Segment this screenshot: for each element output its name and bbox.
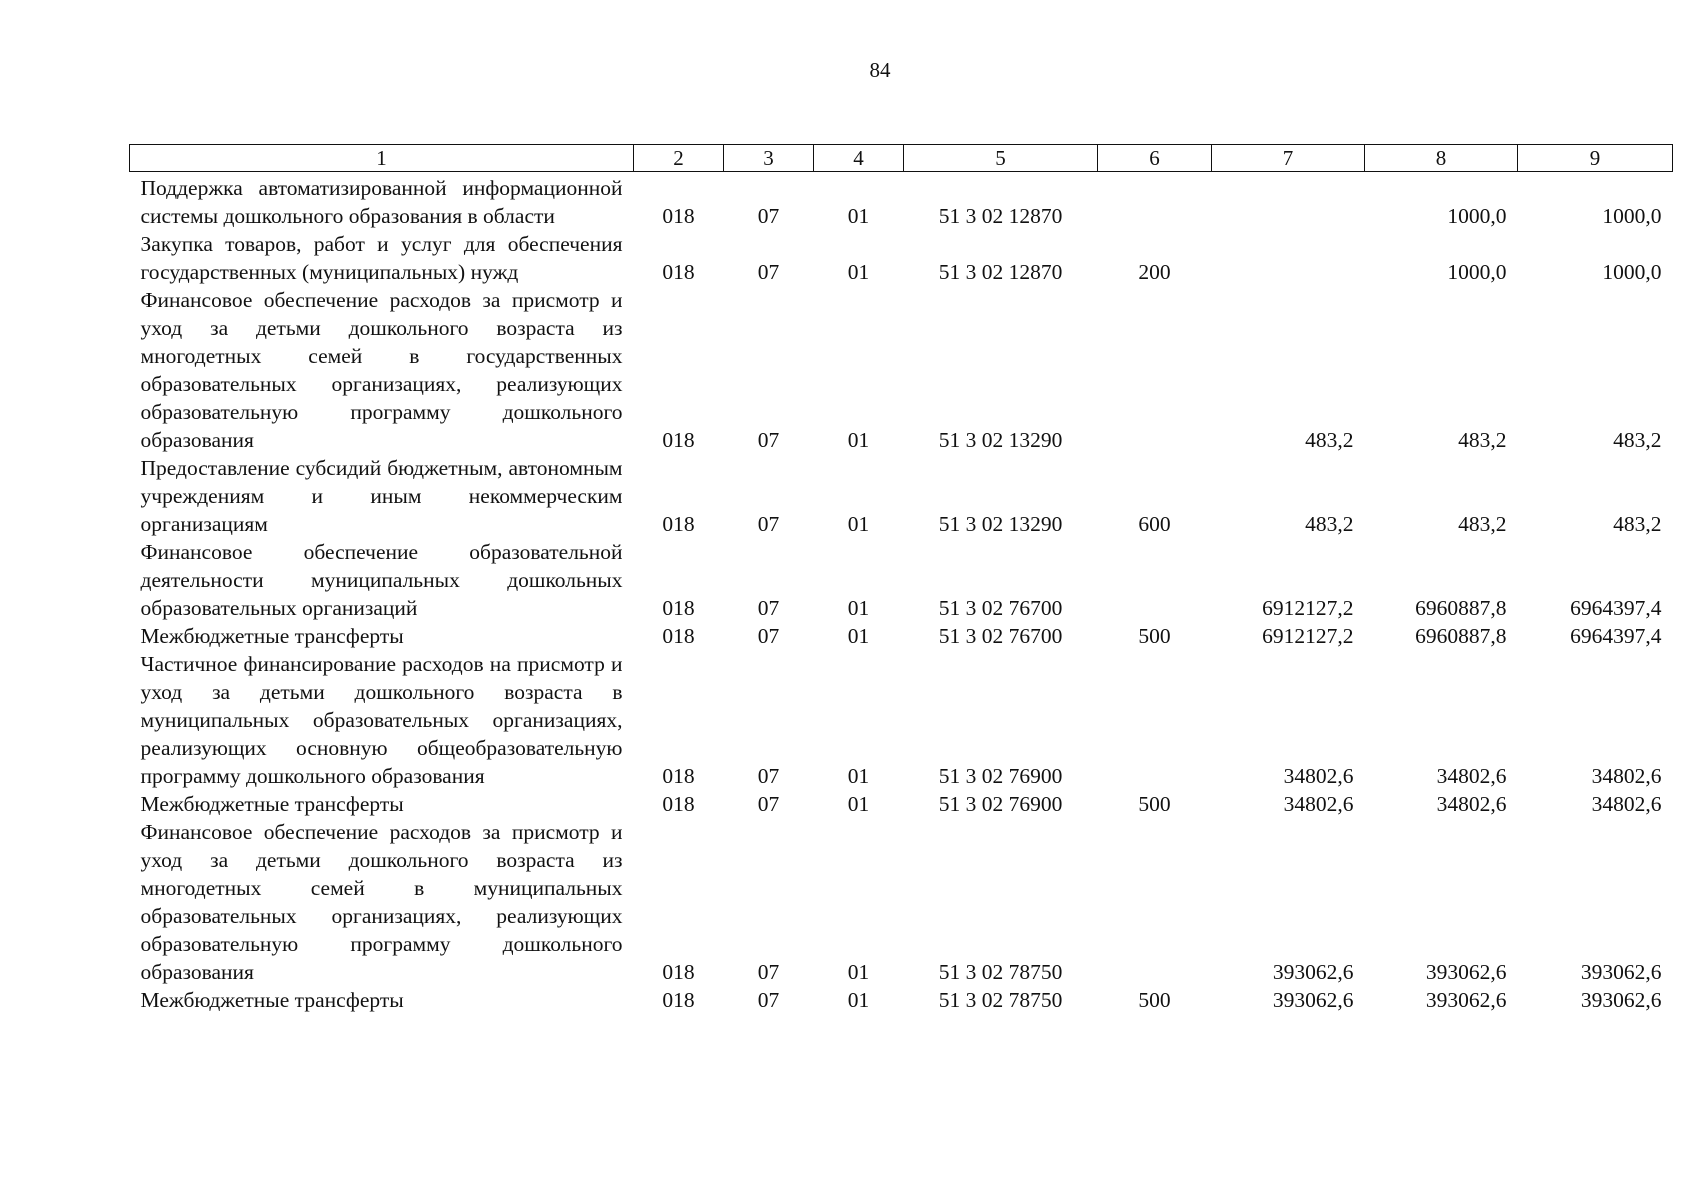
table-row <box>130 622 1673 650</box>
table-row <box>130 230 1673 286</box>
cell-col9: 483,2 <box>1613 428 1662 452</box>
cell-col6 <box>1098 172 1212 231</box>
cell-col5: 51 3 02 12870 <box>938 260 1063 284</box>
cell-col6: 600 <box>1138 512 1171 536</box>
cell-col5: 51 3 02 76900 <box>938 764 1063 788</box>
cell-col7 <box>1212 172 1365 231</box>
cell-col2: 018 <box>662 960 695 984</box>
cell-col8: 393062,6 <box>1425 988 1507 1012</box>
header-cell-4: 4 <box>814 145 904 172</box>
cell-col4: 01 <box>847 792 870 816</box>
header-cell-7: 7 <box>1212 145 1365 172</box>
cell-col7: 483,2 <box>1305 512 1354 536</box>
cell-col2: 018 <box>662 792 695 816</box>
cell-col5: 51 3 02 13290 <box>938 428 1063 452</box>
cell-col5: 51 3 02 13290 <box>938 512 1063 536</box>
row-name: Межбюджетные трансферты <box>140 792 404 816</box>
cell-col4: 01 <box>847 428 870 452</box>
cell-col9: 393062,6 <box>1580 988 1662 1012</box>
cell-col8: 6960887,8 <box>1415 624 1507 648</box>
header-cell-3: 3 <box>724 145 814 172</box>
cell-col3: 07 <box>757 960 780 984</box>
row-name: Закупка товаров, работ и услуг для обеспечения государственных (муниципальных) нужд <box>140 232 623 284</box>
cell-col7: 393062,6 <box>1272 960 1354 984</box>
cell-col3: 07 <box>757 596 780 620</box>
row-name: Финансовое обеспечение расходов за присмотр и уход за детьми дошкольного возраста из многодетных семей в государственных образовательных организациях, реализующих образовательную программу дошкольного образования <box>140 288 623 452</box>
cell-col8: 6960887,8 <box>1415 596 1507 620</box>
cell-col2: 018 <box>662 764 695 788</box>
header-cell-6: 6 <box>1098 145 1212 172</box>
cell-col8: 34802,6 <box>1436 792 1507 816</box>
cell-col7 <box>1212 230 1365 286</box>
row-name: Поддержка автоматизированной информационной системы дошкольного образования в области <box>140 176 623 228</box>
header-cell-2: 2 <box>634 145 724 172</box>
row-name: Финансовое обеспечение образовательной деятельности муниципальных дошкольных образовательных организаций <box>140 540 623 620</box>
table-row <box>130 818 1673 986</box>
cell-col9: 483,2 <box>1613 512 1662 536</box>
cell-col8: 1000,0 <box>1447 204 1507 228</box>
cell-col3: 07 <box>757 428 780 452</box>
row-name: Межбюджетные трансферты <box>140 988 404 1012</box>
table-row <box>130 172 1673 231</box>
cell-col5: 51 3 02 76700 <box>938 596 1063 620</box>
header-cell-1: 1 <box>130 145 634 172</box>
cell-col5: 51 3 02 78750 <box>938 988 1063 1012</box>
cell-col6 <box>1098 650 1212 790</box>
cell-col4: 01 <box>847 960 870 984</box>
cell-col5: 51 3 02 76900 <box>938 792 1063 816</box>
header-cell-8: 8 <box>1365 145 1518 172</box>
cell-col7: 34802,6 <box>1283 792 1354 816</box>
cell-col6: 500 <box>1138 624 1171 648</box>
cell-col6: 500 <box>1138 988 1171 1012</box>
cell-col9: 1000,0 <box>1602 260 1662 284</box>
cell-col6 <box>1098 286 1212 454</box>
cell-col6 <box>1098 818 1212 986</box>
cell-col2: 018 <box>662 988 695 1012</box>
cell-col4: 01 <box>847 260 870 284</box>
cell-col9: 6964397,4 <box>1570 596 1662 620</box>
header-cell-5: 5 <box>904 145 1098 172</box>
cell-col8: 483,2 <box>1458 428 1507 452</box>
cell-col4: 01 <box>847 624 870 648</box>
cell-col4: 01 <box>847 988 870 1012</box>
cell-col7: 6912127,2 <box>1262 624 1354 648</box>
row-name: Частичное финансирование расходов на присмотр и уход за детьми дошкольного возраста в муниципальных образовательных организациях, реализующих основную общеобразовательную программу дошкольного образования <box>140 652 623 788</box>
cell-col5: 51 3 02 78750 <box>938 960 1063 984</box>
cell-col5: 51 3 02 76700 <box>938 624 1063 648</box>
table-row <box>130 286 1673 454</box>
table-row <box>130 538 1673 622</box>
cell-col9: 34802,6 <box>1591 764 1662 788</box>
cell-col3: 07 <box>757 624 780 648</box>
cell-col6: 500 <box>1138 792 1171 816</box>
table-row <box>130 454 1673 538</box>
cell-col9: 6964397,4 <box>1570 624 1662 648</box>
row-name: Финансовое обеспечение расходов за присмотр и уход за детьми дошкольного возраста из многодетных семей в муниципальных образовательных организациях, реализующих образовательную программу дошкольного образования <box>140 820 623 984</box>
cell-col4: 01 <box>847 596 870 620</box>
cell-col4: 01 <box>847 204 870 228</box>
cell-col5: 51 3 02 12870 <box>938 204 1063 228</box>
cell-col6 <box>1098 538 1212 622</box>
table-row <box>130 790 1673 818</box>
cell-col3: 07 <box>757 764 780 788</box>
cell-col7: 393062,6 <box>1272 988 1354 1012</box>
cell-col4: 01 <box>847 512 870 536</box>
cell-col3: 07 <box>757 204 780 228</box>
row-name: Предоставление субсидий бюджетным, автономным учреждениям и иным некоммерческим организациям <box>140 456 623 536</box>
cell-col7: 34802,6 <box>1283 764 1354 788</box>
cell-col6: 200 <box>1138 260 1171 284</box>
cell-col4: 01 <box>847 764 870 788</box>
cell-col3: 07 <box>757 512 780 536</box>
cell-col9: 1000,0 <box>1602 204 1662 228</box>
cell-col8: 393062,6 <box>1425 960 1507 984</box>
cell-col3: 07 <box>757 792 780 816</box>
cell-col2: 018 <box>662 596 695 620</box>
cell-col3: 07 <box>757 988 780 1012</box>
budget-table <box>129 144 1673 1014</box>
cell-col7: 6912127,2 <box>1262 596 1354 620</box>
cell-col9: 34802,6 <box>1591 792 1662 816</box>
cell-col2: 018 <box>662 204 695 228</box>
table-row <box>130 986 1673 1014</box>
header-cell-9: 9 <box>1518 145 1673 172</box>
cell-col8: 483,2 <box>1458 512 1507 536</box>
row-name: Межбюджетные трансферты <box>140 624 404 648</box>
cell-col8: 34802,6 <box>1436 764 1507 788</box>
cell-col2: 018 <box>662 260 695 284</box>
cell-col3: 07 <box>757 260 780 284</box>
cell-col2: 018 <box>662 512 695 536</box>
cell-col8: 1000,0 <box>1447 260 1507 284</box>
cell-col7: 483,2 <box>1305 428 1354 452</box>
cell-col2: 018 <box>662 624 695 648</box>
cell-col9: 393062,6 <box>1580 960 1662 984</box>
page-number: 84 <box>869 58 891 82</box>
cell-col2: 018 <box>662 428 695 452</box>
header-row <box>130 145 1673 172</box>
table-row <box>130 650 1673 790</box>
